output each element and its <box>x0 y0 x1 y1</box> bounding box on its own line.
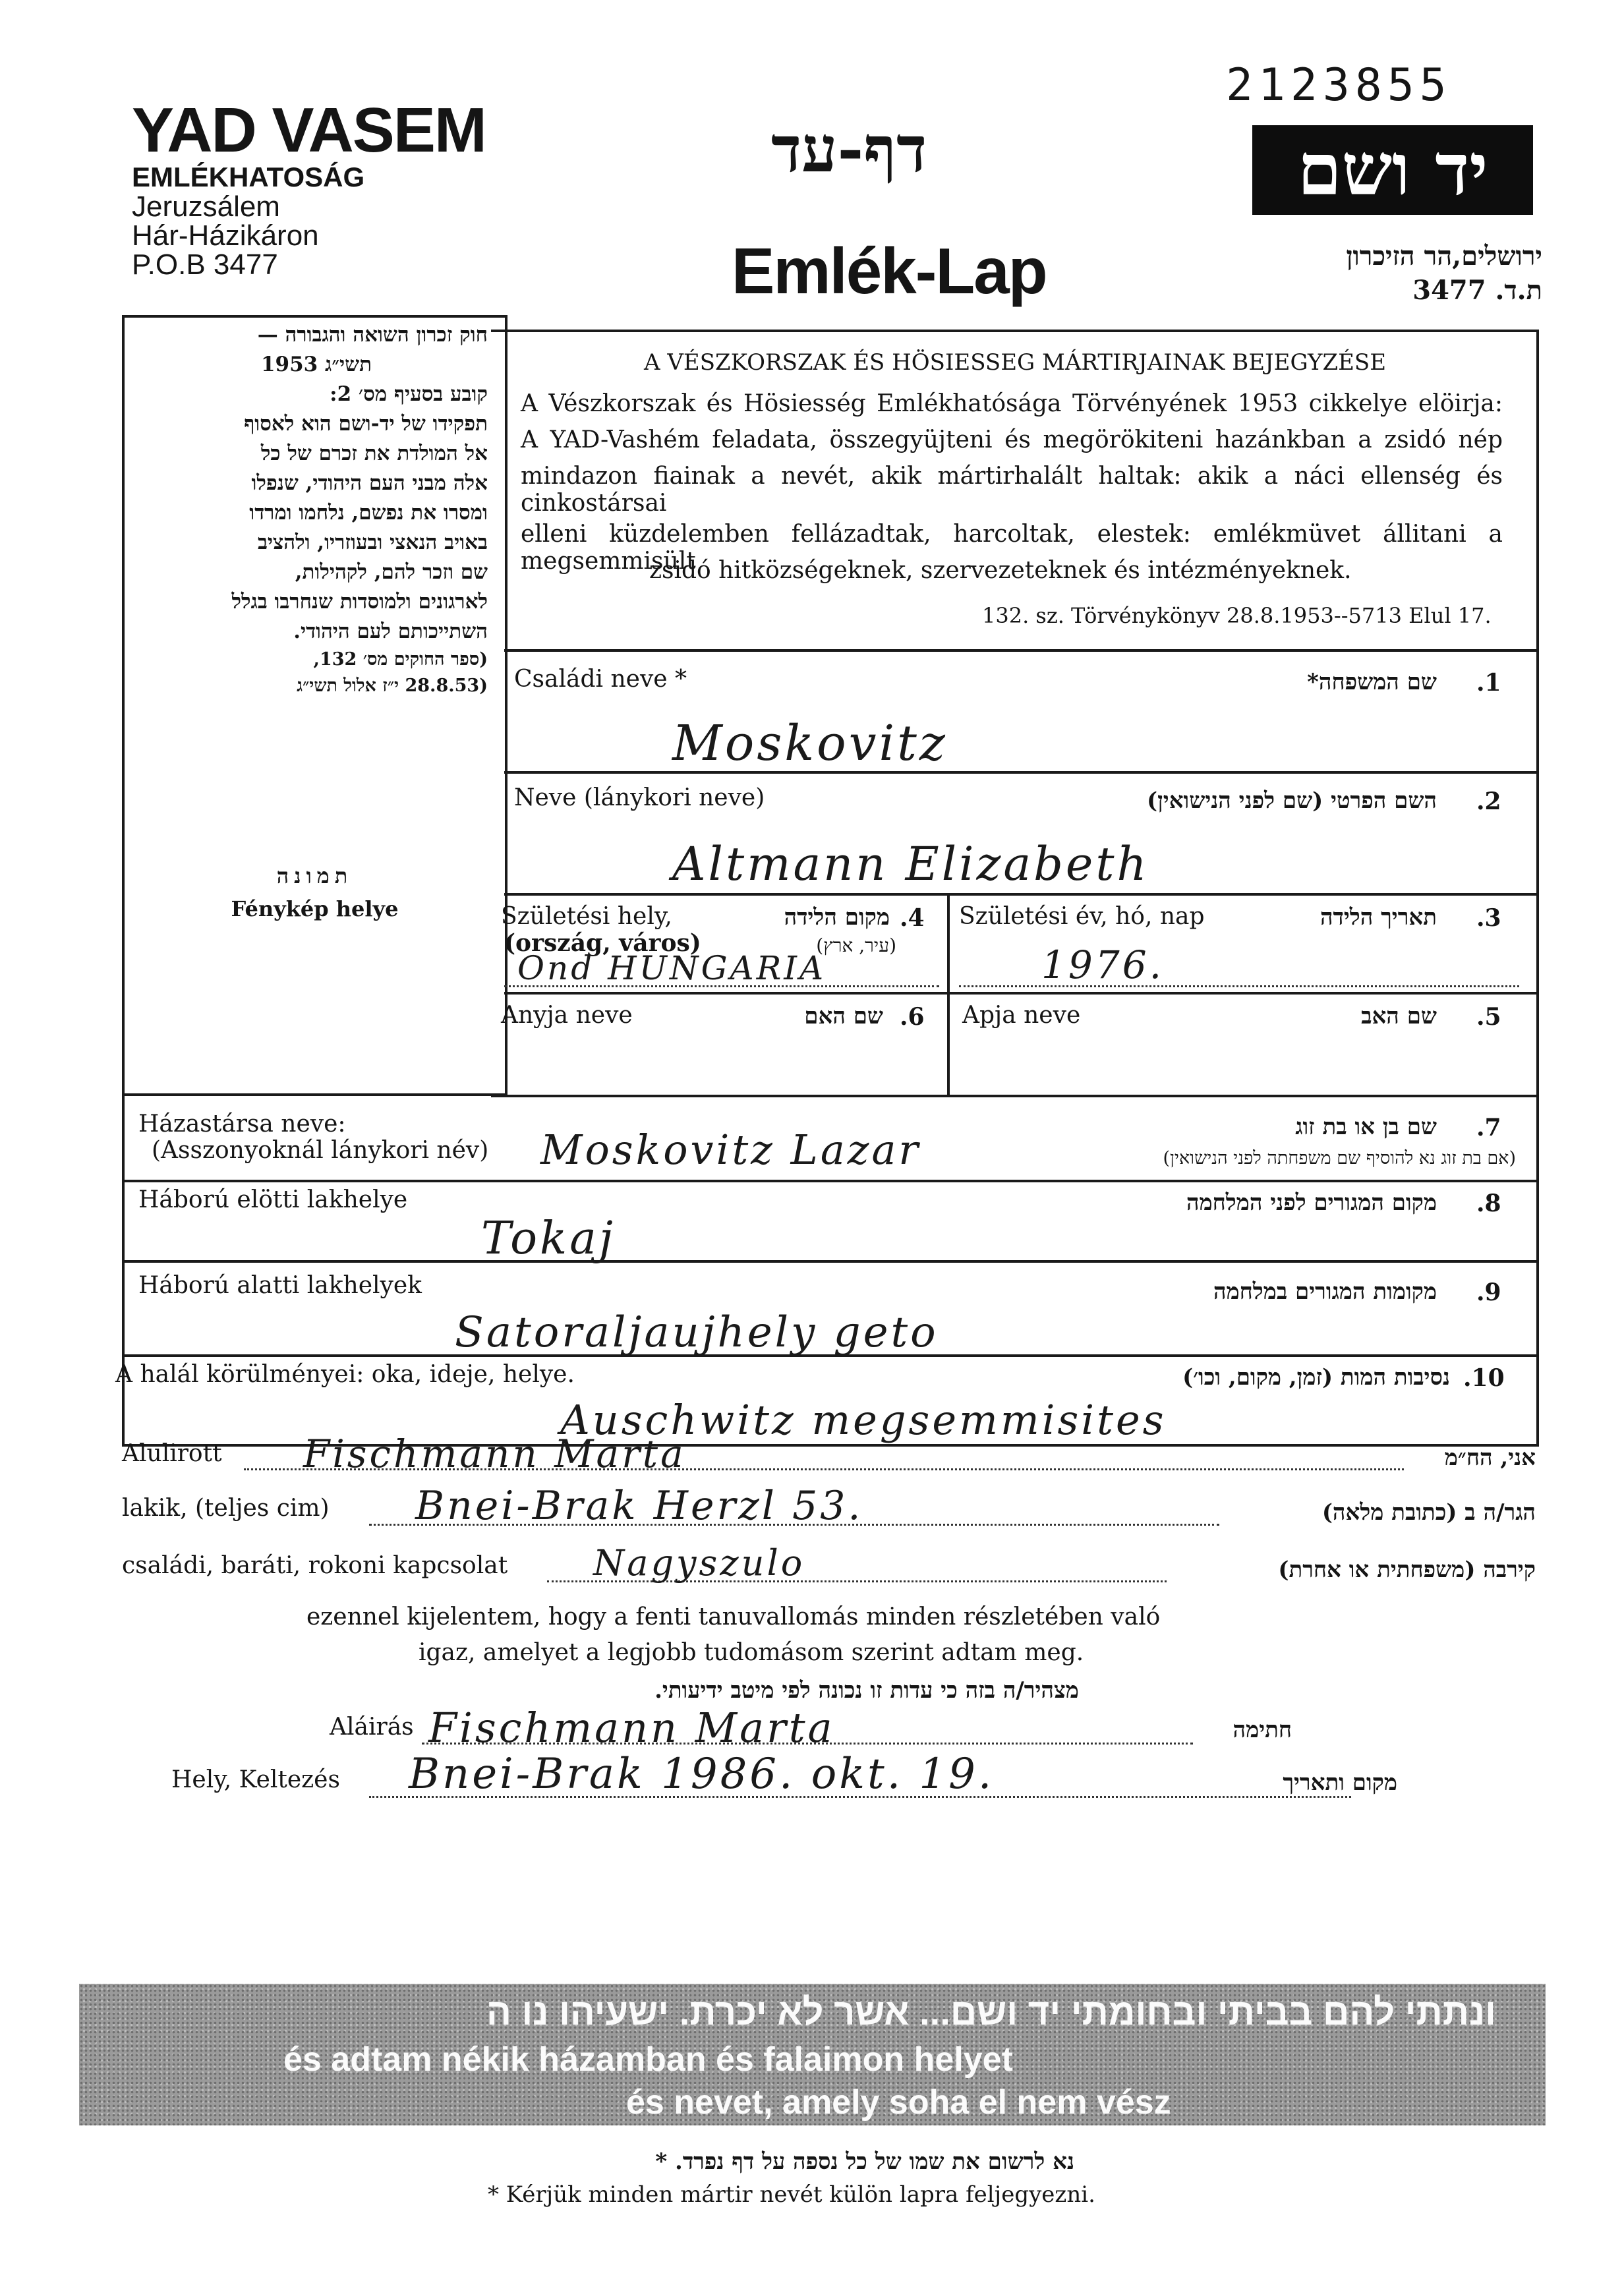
wartime-residence-value[interactable]: Satoraljaujhely geto <box>455 1308 939 1357</box>
wartime-residence-label-hebrew: מקומות המגורים במלחמה <box>1213 1279 1437 1305</box>
prewar-residence-label-hebrew: מקום המגורים לפני המלחמה <box>1186 1190 1437 1216</box>
pob-hebrew: ת.ד. 3477 <box>1412 275 1542 306</box>
law-line-3: קובע בסעיף מס׳ 2: <box>330 382 488 406</box>
witness-name-label: Alulirott <box>122 1440 222 1467</box>
banner-line-2: és nevet, amely soha el nem vész <box>626 2083 1171 2121</box>
wartime-residence-label: Háború alatti lakhelyek <box>138 1272 422 1299</box>
footnote-hebrew: נא לרשום את שמו של כל נספה על דף נפרד. * <box>655 2149 1074 2175</box>
family-name-label: Családi neve * <box>514 666 687 693</box>
signature-label-hebrew: חתימה <box>1232 1717 1292 1743</box>
witness-name-label-hebrew: אני, הח״מ <box>1444 1445 1536 1471</box>
field-number-6: .6 <box>900 1003 925 1031</box>
spouse-name-value[interactable]: Moskovitz Lazar <box>540 1126 921 1174</box>
law-line-2: תשי״ג 1953 <box>260 353 372 376</box>
declaration-line-2: igaz, amelyet a legjobb tudomásom szerint adtam meg. <box>419 1639 1084 1666</box>
first-name-label-hebrew: השם הפרטי (שם לפני הנישואין) <box>1147 788 1437 814</box>
page-title: Emlék-Lap <box>732 235 1047 307</box>
law-line-10: לארגונים ולמוסדות שנחרבו בגלל <box>231 590 488 614</box>
place-date-label: Hely, Keltezés <box>171 1766 340 1793</box>
field-number-8: .8 <box>1476 1190 1501 1217</box>
father-name-label: Apja neve <box>962 1002 1081 1029</box>
prewar-residence-label: Háború elötti lakhelye <box>138 1186 408 1213</box>
witness-address-label-hebrew: הגר/ה ב (כתובת מלאה) <box>1321 1499 1536 1526</box>
birth-place-value[interactable]: Ond HUNGARIA <box>517 949 826 987</box>
document-number: 2123855 <box>1226 59 1452 111</box>
banner-hebrew-quote: ונתתי להם בביתי ובחומתי יד ושם... אשר לא יכרת. ישעיהו נו ה <box>486 1991 1496 2033</box>
law-line-9: שם וזכר להם, לקהילות, <box>295 560 488 584</box>
field-number-5: .5 <box>1476 1003 1501 1031</box>
birth-place-sublabel-hebrew: (עיר, ארץ) <box>816 935 896 956</box>
witness-relation-label-hebrew: קירבה (משפחתית או אחרת) <box>1278 1557 1536 1583</box>
field-number-2: .2 <box>1476 788 1501 815</box>
law-line-5: אל המולדת את זכרם של כל <box>260 442 488 465</box>
intro-line-4: elleni küzdelemben fellázadtak, harcoltak, elestek: emlékmüvet állitani a megsemmisült <box>521 521 1503 575</box>
footnote-hungarian: * Kérjük minden mártir nevét külön lapra feljegyezni. <box>488 2181 1095 2208</box>
intro-line-5: zsidó hitközségeknek, szervezeteknek és intézményeknek. <box>649 557 1352 584</box>
title-hebrew: דף-עד <box>771 112 927 187</box>
first-name-value[interactable]: Altmann Elizabeth <box>672 837 1149 891</box>
intro-heading: A VÉSZKORSZAK ÉS HÖSIESSEG MÁRTIRJAINAK BEJEGYZÉSE <box>643 349 1387 376</box>
law-line-6: אלה מבני העם היהודי, שנפלו <box>251 471 488 495</box>
field-number-9: .9 <box>1476 1279 1501 1306</box>
intro-line-2: A YAD-Vashém feladata, összegyüjteni és megörökiteni hazánkban a zsidó nép <box>521 426 1503 453</box>
death-circumstances-label: A halál körülményei: oka, ideje, helye. <box>115 1361 575 1388</box>
org-subtitle: EMLÉKHATOSÁG <box>132 161 365 192</box>
death-circumstances-value[interactable]: Auschwitz megsemmisites <box>560 1396 1167 1444</box>
spouse-name-label: Házastársa neve: <box>138 1111 346 1138</box>
declaration-line-1: ezennel kijelentem, hogy a fenti tanuvallomás minden részletében való <box>306 1603 1161 1630</box>
law-line-4: תפקידו של יד-ושם הוא לאסוף <box>244 412 488 436</box>
org-location: Hár-Házikáron <box>132 219 319 252</box>
law-ref-1: (ספר החוקים מס׳ 132, <box>313 649 488 670</box>
law-line-8: באויב הנאצי ובעוזריו, ולהציב <box>257 531 488 554</box>
birth-place-label: Születési hely, <box>501 903 672 930</box>
witness-relation-value[interactable]: Nagyszulo <box>593 1542 805 1584</box>
witness-name-value[interactable]: Fischmann Marta <box>303 1431 686 1476</box>
declaration-hebrew: מצהיר/ה בזה כי עדות זו נכונה לפי מיטב ידיעותי. <box>654 1677 1079 1704</box>
mother-name-label-hebrew: שם האם <box>804 1003 883 1029</box>
intro-line-1: A Vészkorszak és Hösiesség Emlékhatósága Törvényének 1953 cikkelye elöirja: <box>521 390 1503 417</box>
law-line-1: חוק זכרון השואה והגבורה — <box>257 323 488 347</box>
spouse-name-label-hebrew: שם בן או בת זוג <box>1295 1114 1437 1140</box>
law-line-7: ומסרו את נפשם, נלחמו ומרדו <box>249 501 488 525</box>
photo-placeholder-label: Fénykép helye <box>231 896 399 921</box>
place-date-value[interactable]: Bnei-Brak 1986. okt. 19. <box>409 1750 995 1799</box>
org-city: Jeruzsálem <box>132 190 280 223</box>
field-number-7: .7 <box>1476 1114 1501 1141</box>
birth-place-label-hebrew: מקום הלידה <box>784 904 890 931</box>
yad-vashem-logo: יד ושם <box>1252 125 1533 215</box>
law-line-11: השתייכותם לעם היהודי. <box>293 620 488 643</box>
field-number-10: .10 <box>1463 1364 1505 1392</box>
mother-name-label: Anyja neve <box>501 1002 633 1029</box>
witness-address-value[interactable]: Bnei-Brak Herzl 53. <box>415 1483 863 1529</box>
witness-relation-label: családi, baráti, rokoni kapcsolat <box>122 1552 508 1579</box>
address-hebrew: ירושלים,הר הזיכרון <box>1346 241 1542 272</box>
birth-place-sublabel: (ország, város) <box>504 929 701 957</box>
field-number-1: .1 <box>1476 669 1501 697</box>
birth-date-label: Születési év, hó, nap <box>959 903 1205 930</box>
spouse-name-sublabel: (Asszonyoknál lánykori név) <box>152 1137 489 1164</box>
father-name-label-hebrew: שם האב <box>1361 1003 1437 1029</box>
place-date-label-hebrew: מקום ותאריך <box>1283 1770 1397 1796</box>
photo-label-hebrew: תמונה <box>276 863 353 888</box>
quote-banner <box>79 1984 1546 2125</box>
first-name-label: Neve (lánykori neve) <box>514 784 765 811</box>
birth-date-value[interactable]: 1976. <box>1041 942 1165 987</box>
witness-address-label: lakik, (teljes cim) <box>122 1495 330 1522</box>
signature-value[interactable]: Fischmann Marta <box>428 1704 835 1752</box>
org-pob: P.O.B 3477 <box>132 248 278 281</box>
prewar-residence-value[interactable]: Tokaj <box>481 1213 616 1265</box>
law-ref-2: (28.8.53 י״ז אלול תשי״ג <box>297 676 488 696</box>
family-name-value[interactable]: Moskovitz <box>672 715 948 772</box>
family-name-label-hebrew: שם המשפחה* <box>1307 669 1437 695</box>
death-circumstances-label-hebrew: נסיבות המות (זמן, מקום, וכו׳) <box>1182 1364 1450 1391</box>
law-reference: 132. sz. Törvénykönyv 28.8.1953--5713 Elul 17. <box>982 603 1492 628</box>
field-number-4: .4 <box>900 904 925 932</box>
intro-line-3: mindazon fiainak a nevét, akik mártirhalált haltak: akik a náci ellenség és cinkostársai <box>521 463 1503 517</box>
spouse-name-sublabel-hebrew: (אם בת זוג נא להוסיף שם משפחתה לפני הנישואין) <box>1163 1148 1516 1168</box>
org-name: YAD VASEM <box>132 95 486 165</box>
signature-label: Aláirás <box>330 1714 414 1741</box>
field-number-3: .3 <box>1476 904 1501 932</box>
banner-line-1: és adtam nékik házamban és falaimon helyet <box>283 2040 1013 2079</box>
birth-date-label-hebrew: תאריך הלידה <box>1320 904 1437 931</box>
